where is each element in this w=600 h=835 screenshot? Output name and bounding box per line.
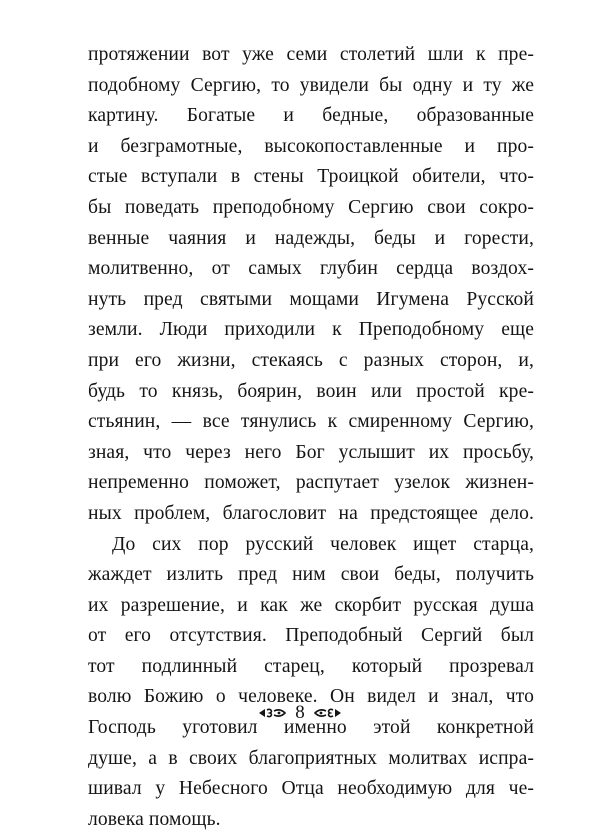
page-number: 8 [295, 701, 305, 725]
text-line: волю Божию о человеке. Он видел и знал, что [88, 682, 534, 713]
text-line: будь то князь, боярин, воин или простой кре- [88, 377, 534, 408]
text-line: Господь уготовил именно этой конкретной [88, 713, 534, 744]
text-line: жаждет излить пред ним свои беды, получить [88, 560, 534, 591]
text-line: протяжении вот уже семи столетий шли к пре- [88, 40, 534, 71]
text-line: венные чаяния и надежды, беды и горести, [88, 224, 534, 255]
text-line: их разрешение, и как же скорбит русская душа [88, 591, 534, 622]
text-line: ных проблем, благословит на предстоящее дело. [88, 499, 534, 530]
text-line: и безграмотные, высокопоставленные и про- [88, 132, 534, 163]
text-line: зная, что через него Бог услышит их просьбу, [88, 438, 534, 469]
text-line: душе, а в своих благоприятных молитвах испра- [88, 744, 534, 775]
text-line: бы поведать преподобному Сергию свои сокро- [88, 193, 534, 224]
text-line: подобному Сергию, то увидели бы одну и ту же [88, 71, 534, 102]
text-line: стые вступали в стены Троицкой обители, что- [88, 162, 534, 193]
ornament-left-icon [258, 707, 286, 719]
text-line: ловека помощь. [88, 805, 534, 835]
paragraph-2 [88, 530, 534, 835]
text-line: тот подлинный старец, который прозревал [88, 652, 534, 683]
text-line: картину. Богатые и бедные, образованные [88, 101, 534, 132]
text-line: от его отсутствия. Преподобный Сергий был [88, 621, 534, 652]
text-line: До сих пор русский человек ищет старца, [88, 530, 534, 561]
text-line: стьянин, — все тянулись к смиренному Сергию, [88, 407, 534, 438]
text-line: шивал у Небесного Отца необходимую для че- [88, 774, 534, 805]
text-line: при его жизни, стекаясь с разных сторон, и, [88, 346, 534, 377]
ornament-right-icon [314, 707, 342, 719]
page-footer [0, 701, 600, 725]
text-line: земли. Люди приходили к Преподобному еще [88, 315, 534, 346]
text-line: молитвенно, от самых глубин сердца воздох- [88, 254, 534, 285]
text-line: нуть пред святыми мощами Игумена Русской [88, 285, 534, 316]
paragraph-1 [88, 40, 534, 530]
text-line: непременно поможет, распутает узелок жизнен- [88, 468, 534, 499]
